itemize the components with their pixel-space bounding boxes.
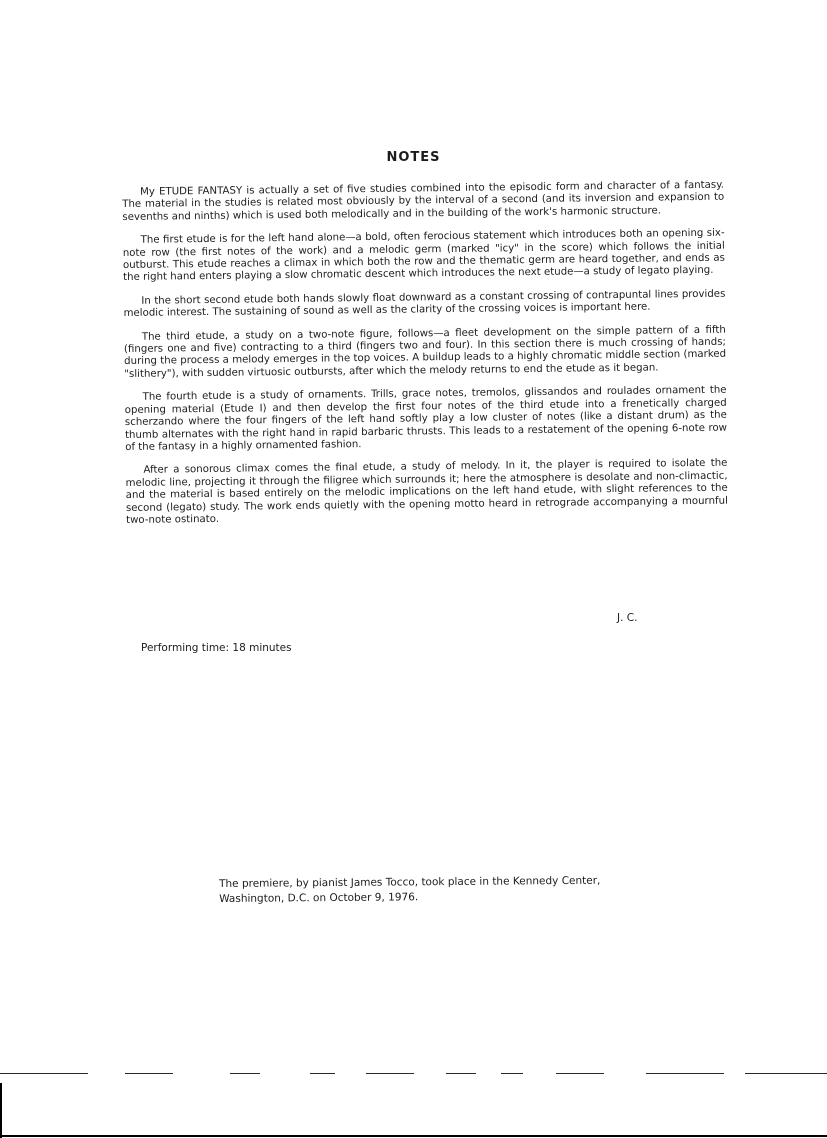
- paragraph-6: After a sonorous climax comes the final etude, a study of melody. In it, the player is required to isolate the melodic line, projecting it through the filigree which surrounds it; here the atmosphere is desolate and non-climactic, and the material is based entirely on the melodic implications on the left hand etude, with slight references to the second (legato) study. The work ends quietly with the opening motto heard in retrograde accompanying a mournful two-note ostinato.: [125, 457, 728, 526]
- paragraph-1: My ETUDE FANTASY is actually a set of five studies combined into the episodic form and character of a fantasy. The material in the studies is related most obviously by the interval of a second (and its inversion and expansion to sevenths and ninths) which is used both melodically and in the building of the work's harmonic structure.: [122, 179, 725, 223]
- performing-time: Performing time: 18 minutes: [141, 642, 292, 654]
- premiere-note: The premiere, by pianist James Tocco, took place in the Kennedy Center, Washington, D.C. on October 9, 1976.: [219, 874, 601, 905]
- scan-edge-bottom: [0, 1135, 827, 1137]
- notes-title: NOTES: [386, 150, 441, 165]
- scan-dash: [501, 1073, 523, 1074]
- scan-edge-left: [0, 1083, 2, 1138]
- paragraph-3: In the short second etude both hands slowly float downward as a constant crossing of contrapuntal lines provides melodic interest. The sustaining of sound as well as the clarity of the crossing voices is important here.: [123, 288, 726, 320]
- scan-dash: [556, 1073, 604, 1074]
- scan-dash: [0, 1073, 88, 1074]
- scan-dash: [646, 1073, 724, 1074]
- scan-dash: [366, 1073, 414, 1074]
- scan-dash: [745, 1073, 827, 1074]
- scan-dash: [230, 1073, 260, 1074]
- scan-dash: [310, 1073, 335, 1074]
- author-initials: J. C.: [617, 612, 638, 624]
- paragraph-2: The first etude is for the left hand alone—a bold, often ferocious statement which introduces both an opening six-note row (the first notes of the work) and a melodic germ (marked "icy" in the score) which follows the initial outburst. This etude reaches a climax in which both the row and the thematic germ are heard together, and ends as the right hand enters playing a slow chromatic descent which introduces the next etude—a study of legato playing.: [122, 227, 725, 284]
- paragraph-4: The third etude, a study on a two-note figure, follows—a fleet development on the simple pattern of a fifth (fingers one and five) contracting to a third (fingers two and four). In this section there is much crossing of hands; during the process a melody emerges in the top voices. A buildup leads to a highly chromatic middle section (marked "slithery"), with sudden virtuosic outbursts, after which the melody returns to end the etude as it began.: [123, 324, 727, 380]
- notes-body: [122, 180, 728, 539]
- scan-dash: [446, 1073, 476, 1074]
- paragraph-5: The fourth etude is a study of ornaments. Trills, grace notes, tremolos, glissandos and roulades ornament the opening material (Etude I) and then develop the first four notes of the third etude into a frenetically charged scherzando where the four fingers of the left hand softly play a low cluster of notes (like a distant drum) as the thumb alternates with the right hand in rapid barbaric thrusts. This leads to a restatement of the opening 6-note row of the fantasy in a highly ornamented fashion.: [124, 384, 728, 453]
- scan-dash: [125, 1073, 173, 1074]
